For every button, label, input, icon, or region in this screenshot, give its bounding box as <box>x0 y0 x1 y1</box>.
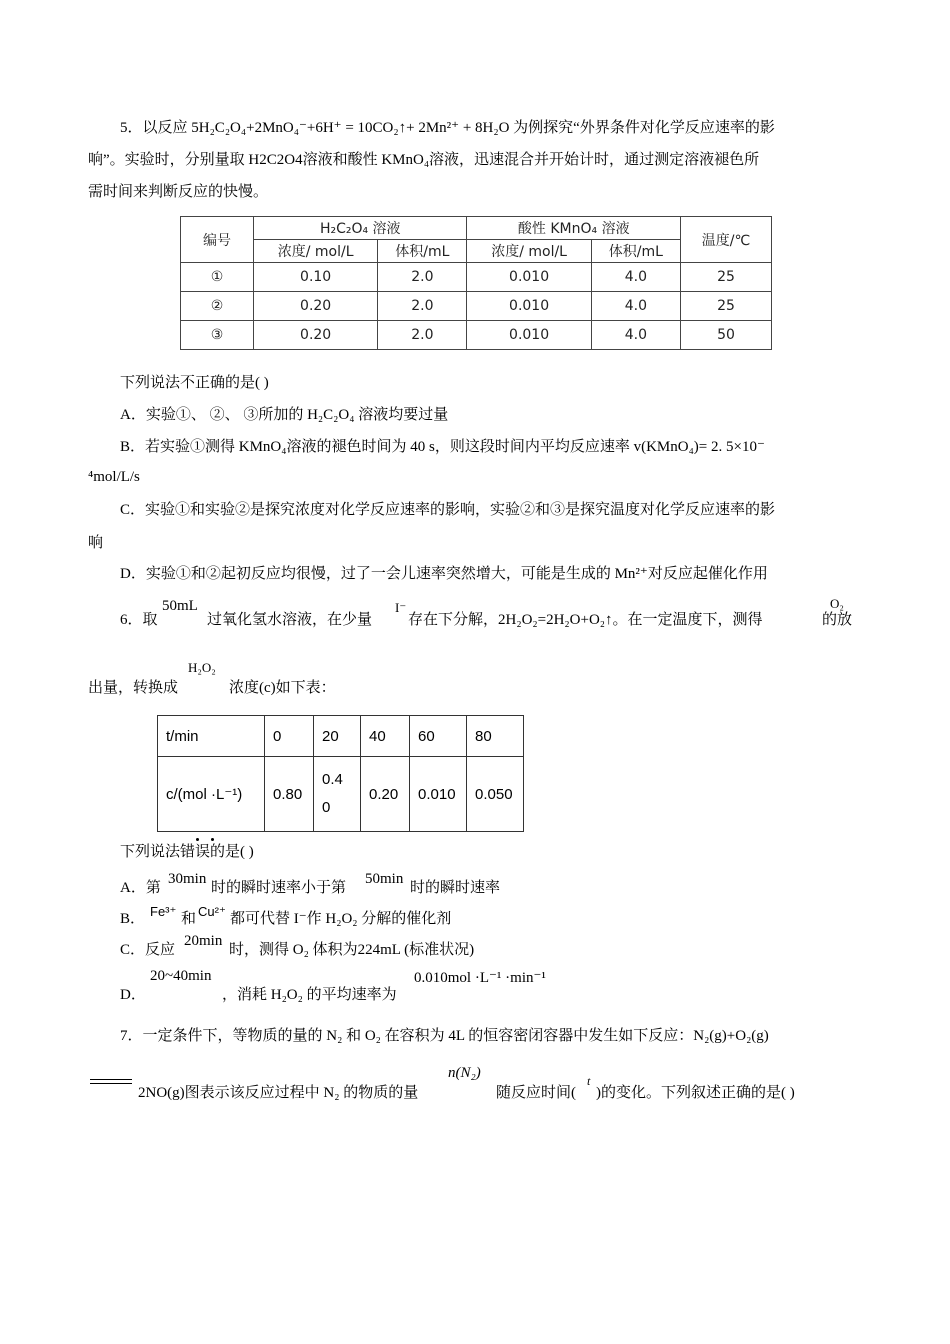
cell: 80 <box>467 716 524 757</box>
cell: 0.010 <box>467 292 591 321</box>
q5-option-a: A．实验①、 ②、 ③所加的 H₂C₂O₄ 溶液均要过量 <box>120 407 449 423</box>
table-row <box>181 263 772 292</box>
q5-experiment-table <box>180 216 772 350</box>
header-kmno4: 酸性 KMnO₄ 溶液 <box>467 217 681 240</box>
q7-n-n2: n(N₂) <box>448 1065 481 1081</box>
q6-iodide: I⁻ <box>395 600 407 615</box>
table-row <box>181 292 772 321</box>
q6-option-d-rate: 0.010mol ·L⁻¹ ·min⁻¹ <box>414 970 546 986</box>
q6-option-a-v1: 30min <box>168 871 207 887</box>
header-conc-2: 浓度/ mol/L <box>467 240 591 263</box>
q6-option-c-b: 时，测得 O₂ 体积为224mL (标准状况) <box>229 942 475 958</box>
cell: 4.0 <box>591 263 680 292</box>
cell-part: 0.4 <box>322 771 343 788</box>
cell-part: 0 <box>322 799 331 816</box>
cell: 0.20 <box>254 321 378 350</box>
q6-option-b-c: 都可代替 I⁻作 H₂O₂ 分解的催化剂 <box>230 911 452 927</box>
cell: ① <box>181 263 254 292</box>
q6-option-b-cu: Cu²⁺ <box>198 904 226 919</box>
cell: 0.80 <box>265 757 314 832</box>
cell: 0 <box>265 716 314 757</box>
q6-concentration-table <box>157 715 524 832</box>
q5-option-b-line2: ⁴mol/L/s <box>88 469 140 485</box>
q5-stem-line3: 需时间来判断反应的快慢。 <box>88 184 269 200</box>
cell: 0.10 <box>254 263 378 292</box>
q6-text1: 过氧化氢水溶液，在少量 <box>207 612 373 628</box>
cell: 25 <box>681 263 772 292</box>
q6-line2b: 浓度(c)如下表： <box>229 680 336 696</box>
q6-option-a-v2: 50min <box>365 871 404 887</box>
cell: ② <box>181 292 254 321</box>
q6-option-b-b: 和 <box>181 911 197 927</box>
q6-line2a: 出量，转换成 <box>88 680 179 696</box>
q6-option-b-fe: Fe³⁺ <box>150 904 177 919</box>
header-vol-2: 体积/mL <box>591 240 680 263</box>
table-row <box>181 321 772 350</box>
q6-h2o2: H₂O₂ <box>188 660 216 675</box>
header-temperature: 温度/℃ <box>681 217 772 263</box>
q7-stem-line1: 7．一定条件下，等物质的量的 N₂ 和 O₂ 在容积为 4L 的恒容密闭容器中发生如下反应：N₂(g)+O₂(g) <box>120 1028 769 1044</box>
cell: 0.20 <box>254 292 378 321</box>
cell: 0.010 <box>410 757 467 832</box>
header-vol-1: 体积/mL <box>378 240 467 263</box>
cell: 0.20 <box>361 757 410 832</box>
cell: 20 <box>314 716 361 757</box>
header-h2c2o4: H₂C₂O₄ 溶液 <box>254 217 467 240</box>
q6-option-c-a: C．反应 <box>120 942 176 958</box>
cell: 60 <box>410 716 467 757</box>
cell: 40 <box>361 716 410 757</box>
cell: 2.0 <box>378 321 467 350</box>
q6-option-d-b: ，消耗 H₂O₂ 的平均速率为 <box>222 987 397 1003</box>
cell: 25 <box>681 292 772 321</box>
q6-question: 下列说法错误的是( ) <box>120 844 254 860</box>
cell <box>314 757 361 832</box>
equilibrium-arrow-icon <box>90 1078 132 1088</box>
q5-stem-line1: 5．以反应 5H₂C₂O₄+2MnO₄⁻+6H⁺ = 10CO₂↑+ 2Mn²⁺ + 8H₂O 为例探究“外界条件对化学反应速率的影 <box>120 120 775 136</box>
cell: 0.010 <box>467 263 591 292</box>
q7-t: t <box>587 1074 591 1088</box>
q6-option-a-c: 时的瞬时速率 <box>410 880 501 896</box>
q5-option-c-line2: 响 <box>88 535 104 551</box>
q6-option-a-b: 时的瞬时速率小于第 <box>211 880 347 896</box>
cell: 0.010 <box>467 321 591 350</box>
header-concentration: c/(mol ·L⁻¹) <box>158 757 265 832</box>
cell: 2.0 <box>378 292 467 321</box>
q6-volume: 50mL <box>162 598 198 614</box>
q5-option-c-line1: C．实验①和实验②是探究浓度对化学反应速率的影响，实验②和③是探究温度对化学反应速率的影 <box>120 502 776 518</box>
q6-option-c-v: 20min <box>184 933 223 949</box>
emphasis-dot <box>196 838 199 841</box>
q5-question: 下列说法不正确的是( ) <box>120 375 269 391</box>
q6-text2: 存在下分解，2H₂O₂=2H₂O+O₂↑。在一定温度下，测得 <box>408 612 763 628</box>
cell: 4.0 <box>591 321 680 350</box>
header-id: 编号 <box>181 217 254 263</box>
header-conc-1: 浓度/ mol/L <box>254 240 378 263</box>
q6-o2: O₂ <box>830 596 844 611</box>
q6-option-a-a: A．第 <box>120 880 161 896</box>
emphasis-dot <box>211 838 214 841</box>
cell: 4.0 <box>591 292 680 321</box>
q7-line2b: 随反应时间( <box>496 1085 576 1101</box>
table-row <box>158 757 524 832</box>
table-row <box>158 716 524 757</box>
q5-option-b-line1: B．若实验①测得 KMnO₄溶液的褪色时间为 40 s，则这段时间内平均反应速率 v(KMnO₄)= 2. 5×10⁻ <box>120 439 765 455</box>
header-time: t/min <box>158 716 265 757</box>
cell: 2.0 <box>378 263 467 292</box>
cell: 50 <box>681 321 772 350</box>
q5-option-d: D．实验①和②起初反应均很慢，过了一会儿速率突然增大，可能是生成的 Mn²⁺对反应起催化作用 <box>120 566 768 582</box>
q6-number: 6．取 <box>120 612 158 628</box>
q6-option-d-a: D． <box>120 987 146 1003</box>
q6-option-b-a: B． <box>120 911 146 927</box>
cell: ③ <box>181 321 254 350</box>
cell: 0.050 <box>467 757 524 832</box>
q5-stem-line2: 响”。实验时，分别量取 H2C2O4溶液和酸性 KMnO₄溶液，迅速混合并开始计时，通过测定溶液褪色所 <box>88 152 760 168</box>
q6-text3: 的放 <box>822 612 853 628</box>
q7-line2a: 2NO(g)图表示该反应过程中 N₂ 的物质的量 <box>138 1085 419 1101</box>
q6-option-d-range: 20~40min <box>150 968 212 984</box>
q7-line2c: )的变化。下列叙述正确的是( ) <box>596 1085 795 1101</box>
